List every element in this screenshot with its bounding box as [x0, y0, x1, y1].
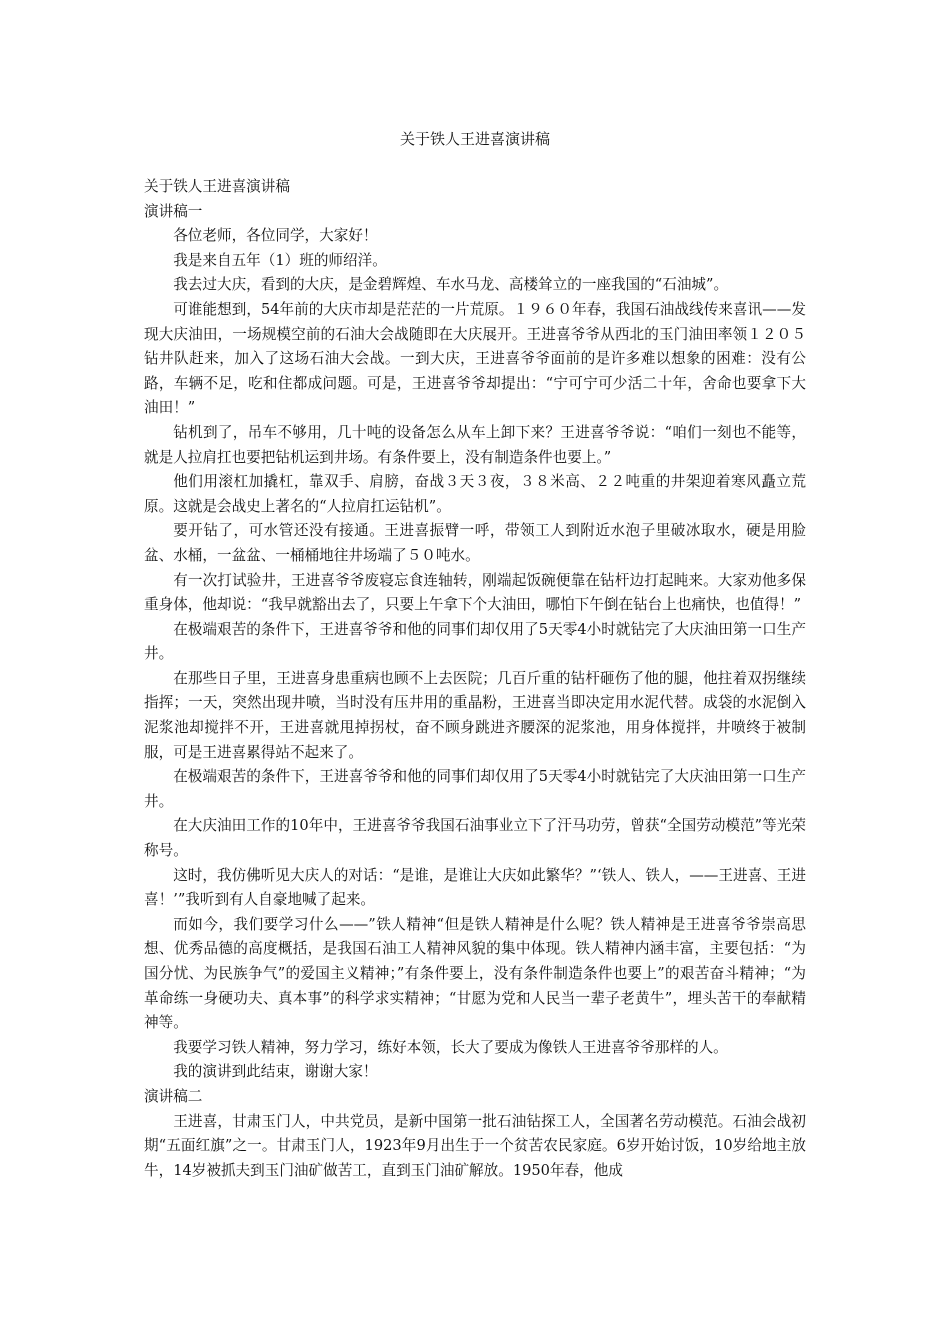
- paragraph: 可谁能想到，54年前的大庆市却是茫茫的一片荒原。１９６０年春，我国石油战线传来喜讯——发现大庆油田，一场规模空前的石油大会战随即在大庆展开。王进喜爷爷从西北的玉门油田率领１２０５钻井队赶来，加入了这场石油大会战。一到大庆，王进喜爷爷面前的是许多难以想象的困难：没有公路，车辆不足，吃和住都成问题。可是，王进喜爷爷却提出：“宁可宁可少活二十年，舍命也要拿下大油田！”: [144, 300, 806, 417]
- paragraph: 我要学习铁人精神，努力学习，练好本领，长大了要成为像铁人王进喜爷爷那样的人。: [173, 1038, 728, 1056]
- paragraph: 要开钻了，可水管还没有接通。王进喜振臂一呼，带领工人到附近水泡子里破冰取水，硬是用脸盆、水桶，一盆盆、一桶桶地往井场端了５０吨水。: [144, 522, 806, 564]
- paragraph: 我去过大庆，看到的大庆，是金碧辉煌、车水马龙、高楼耸立的一座我国的“石油城”。: [173, 276, 729, 294]
- section-heading-speech-2: 演讲稿二: [144, 1087, 203, 1105]
- paragraph: 这时，我仿佛听见大庆人的对话：“是谁，是谁让大庆如此繁华？”‘铁人、铁人，——王进喜、王进喜！’”我听到有人自豪地喊了起来。: [144, 866, 806, 909]
- paragraph: 在极端艰苦的条件下，王进喜爷爷和他的同事们却仅用了5天零4小时就钻完了大庆油田第一口生产井。: [144, 620, 806, 663]
- document-title: 关于铁人王进喜演讲稿: [399, 130, 550, 148]
- document-body: [144, 175, 806, 1183]
- paragraph: 各位老师，各位同学，大家好！: [173, 227, 378, 245]
- heading-repeat: 关于铁人王进喜演讲稿: [144, 178, 290, 195]
- paragraph: 我是来自五年（1）班的师绍洋。: [173, 251, 387, 269]
- paragraph: 王进喜，甘肃玉门人，中共党员，是新中国第一批石油钻探工人，全国著名劳动模范。石油会战初期“五面红旗”之一。甘肃玉门人，1923年9月出生于一个贫苦农民家庭。6岁开始讨饭，10岁给地主放牛，14岁被抓夫到玉门油矿做苦工，直到玉门油矿解放。1950年春，他成: [144, 1112, 806, 1179]
- paragraph: 有一次打试验井，王进喜爷爷废寝忘食连轴转，刚端起饭碗便靠在钻杆边打起盹来。大家劝他多保重身体，他却说：“我早就豁出去了，只要上午拿下个大油田，哪怕下午倒在钻台上也痛快，也值得！”: [144, 571, 806, 614]
- paragraph: 在极端艰苦的条件下，王进喜爷爷和他的同事们却仅用了5天零4小时就钻完了大庆油田第一口生产井。: [144, 768, 806, 810]
- section-heading-speech-1: 演讲稿一: [144, 202, 203, 220]
- paragraph: 钻机到了，吊车不够用，几十吨的设备怎么从车上卸下来？王进喜爷爷说：“咱们一刻也不能等，就是人拉肩扛也要把钻机运到井场。有条件要上，没有制造条件也要上。”: [144, 423, 806, 466]
- paragraph: 我的演讲到此结束，谢谢大家！: [173, 1063, 378, 1081]
- paragraph: 在那些日子里，王进喜身患重病也顾不上去医院；几百斤重的钻杆砸伤了他的腿，他拄着双拐继续指挥；一天，突然出现井喷，当时没有压井用的重晶粉，王进喜当即决定用水泥代替。成袋的水泥倒入泥浆池却搅拌不开，王进喜就甩掉拐杖，奋不顾身跳进齐腰深的泥浆池，用身体搅拌，井喷终于被制服，可是王进喜累得站不起来了。: [144, 669, 806, 761]
- paragraph: 在大庆油田工作的10年中，王进喜爷爷我国石油事业立下了汗马功劳，曾获“全国劳动模范”等光荣称号。: [144, 817, 806, 860]
- paragraph: 而如今，我们要学习什么——”铁人精神“但是铁人精神是什么呢？铁人精神是王进喜爷爷崇高思想、优秀品德的高度概括，是我国石油工人精神风貌的集中体现。铁人精神内涵丰富，主要包括：“为国分忧、为民族争气”的爱国主义精神；”有条件要上，没有条件制造条件也要上”的艰苦奋斗精神；“为革命练一身硬功夫、真本事”的科学求实精神；“甘愿为党和人民当一辈子老黄牛”，埋头苦干的奉献精神等。: [144, 915, 806, 1032]
- paragraph: 他们用滚杠加撬杠，靠双手、肩膀，奋战３天３夜，３８米高、２２吨重的井架迎着寒风矗立荒原。这就是会战史上著名的“人拉肩扛运钻机”。: [144, 473, 806, 515]
